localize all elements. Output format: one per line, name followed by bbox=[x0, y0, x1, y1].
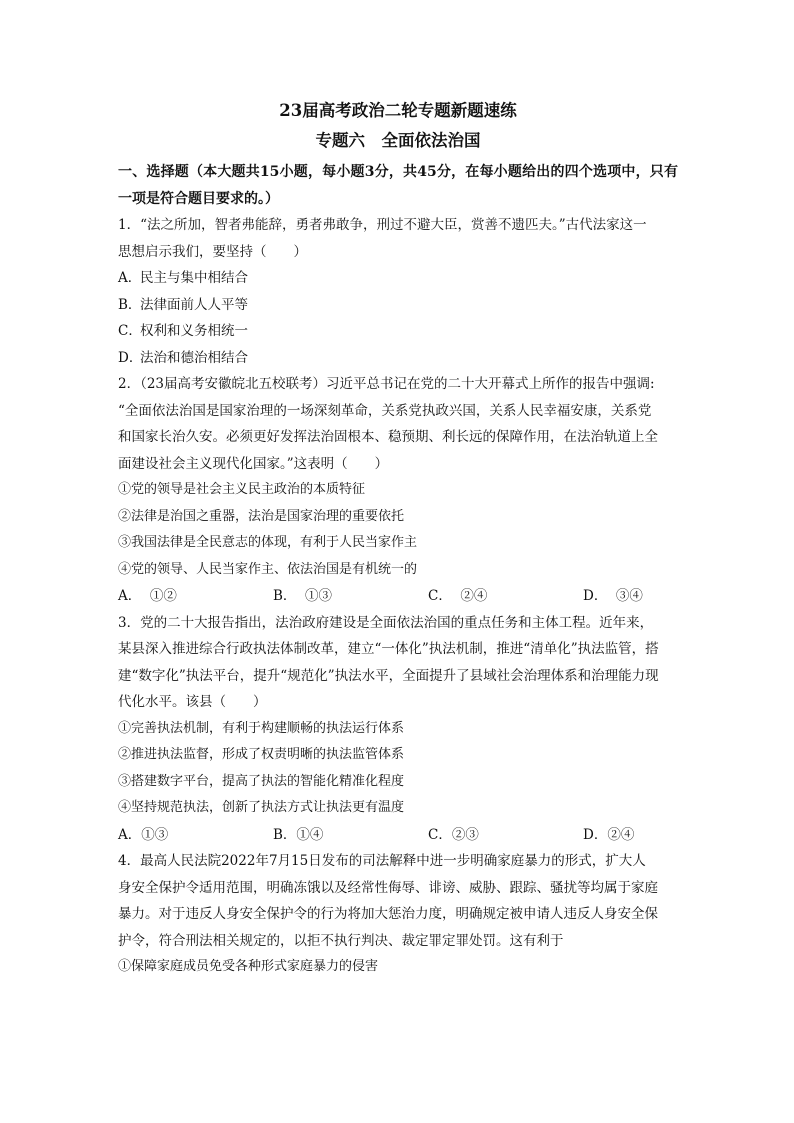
option-a bbox=[118, 265, 678, 292]
option-b bbox=[118, 292, 678, 319]
question-2 bbox=[118, 371, 678, 610]
question-stem-line: 某县深入推进综合行政执法体制改革，建立“一体化”执法机制，推进“清单化”执法监管，搭 bbox=[118, 641, 659, 657]
option-letter: A． bbox=[118, 270, 142, 286]
question-stem-line: 暴力。对于违反人身安全保护令的行为将加大惩治力度，明确规定被申请人违反人身安全保 bbox=[118, 906, 658, 922]
choice-b: B．①④ bbox=[273, 826, 324, 843]
choice-a: A． ①② bbox=[118, 588, 177, 604]
option-text: 民主与集中相结合 bbox=[140, 270, 248, 286]
question-stem-line: 护令，符合刑法相关规定的，以拒不执行判决、裁定罪定罪处罚。这有利于 bbox=[118, 932, 564, 949]
option-text: 法治和德治相结合 bbox=[140, 349, 248, 366]
question-3 bbox=[118, 610, 678, 849]
question-stem-line: 4．最高人民法院2022年7月15日发布的司法解释中进一步明确家庭暴力的形式，扩大人 bbox=[118, 853, 646, 869]
choice-c: C．②③ bbox=[428, 826, 479, 843]
question-1 bbox=[118, 212, 678, 371]
question-4 bbox=[118, 848, 678, 981]
statement-4: ④党的领导、人民当家作主、依法治国是有机统一的 bbox=[118, 561, 418, 577]
exam-page bbox=[118, 96, 678, 981]
statement-2: ②法律是治国之重器，法治是国家治理的重要依托 bbox=[118, 508, 405, 524]
option-text: 法律面前人人平等 bbox=[140, 296, 248, 313]
question-stem-line: 身安全保护令适用范围，明确冻饿以及经常性侮辱、诽谤、威胁、跟踪、骚扰等均属于家庭 bbox=[118, 879, 658, 896]
choice-c: C． ②④ bbox=[428, 588, 488, 604]
question-stem-line: 1．“法之所加，智者弗能辞，勇者弗敢争，刑过不避大臣，赏善不遗匹夫。”古代法家这一 bbox=[118, 217, 647, 233]
statement-3: ③搭建数字平台，提高了执法的智能化精准化程度 bbox=[118, 773, 405, 789]
option-text: 权利和义务相统一 bbox=[140, 323, 248, 339]
doc-title: 23届高考政治二轮专题新题速练 bbox=[279, 101, 517, 120]
option-letter: C． bbox=[118, 323, 142, 339]
section-heading: 一、选择题（本大题共15小题，每小题3分，共45分，在每小题给出的四个选项中，只有一项是符合题目要求的。） bbox=[118, 164, 678, 207]
question-stem-line: 2．（23届高考安徽皖北五校联考）习近平总书记在党的二十大开幕式上所作的报告中强调: bbox=[118, 376, 655, 392]
question-stem-line: 思想启示我们，要坚持（ ） bbox=[118, 243, 307, 260]
statement-1: ①党的领导是社会主义民主政治的本质特征 bbox=[118, 482, 366, 497]
option-letter: D． bbox=[118, 349, 143, 366]
question-stem-line: 和国家长治久安。必须更好发挥法治固根本、稳预期、利长远的保障作用，在法治轨道上全 bbox=[118, 429, 658, 445]
question-stem-line: 建“数字化”执法平台，提升“规范化”执法水平，全面提升了县域社会治理体系和治理能力现 bbox=[118, 667, 659, 684]
statement-4: ④坚持规范执法，创新了执法方式让执法更有温度 bbox=[118, 800, 405, 815]
choice-b: B． ①③ bbox=[273, 588, 333, 604]
doc-subtitle: 专题六 全面依法治国 bbox=[315, 131, 481, 150]
question-stem-line: 3．党的二十大报告指出，法治政府建设是全面依法治国的重点任务和主体工程。近年来， bbox=[118, 614, 654, 631]
answer-choices bbox=[118, 822, 678, 849]
option-d bbox=[118, 345, 678, 372]
option-c bbox=[118, 318, 678, 345]
statement-1: ①完善执法机制，有利于构建顺畅的执法运行体系 bbox=[118, 720, 405, 736]
question-stem-line: 面建设社会主义现代化国家。”这表明（ ） bbox=[118, 455, 389, 472]
choice-d: D． ③④ bbox=[583, 588, 643, 604]
answer-choices bbox=[118, 583, 678, 610]
question-stem-line: “全面依法治国是国家治理的一场深刻革命，关系党执政兴国，关系人民幸福安康，关系党 bbox=[118, 402, 652, 419]
option-letter: B． bbox=[118, 296, 142, 313]
choice-d: D．②④ bbox=[583, 826, 635, 843]
statement-1: ①保障家庭成员免受各种形式家庭暴力的侵害 bbox=[118, 959, 379, 974]
statement-2: ②推进执法监督，形成了权责明晰的执法监管体系 bbox=[118, 747, 405, 762]
choice-a: A．①③ bbox=[118, 826, 169, 843]
statement-3: ③我国法律是全民意志的体现，有利于人民当家作主 bbox=[118, 535, 418, 550]
question-stem-line: 代化水平。该县（ ） bbox=[118, 694, 267, 710]
